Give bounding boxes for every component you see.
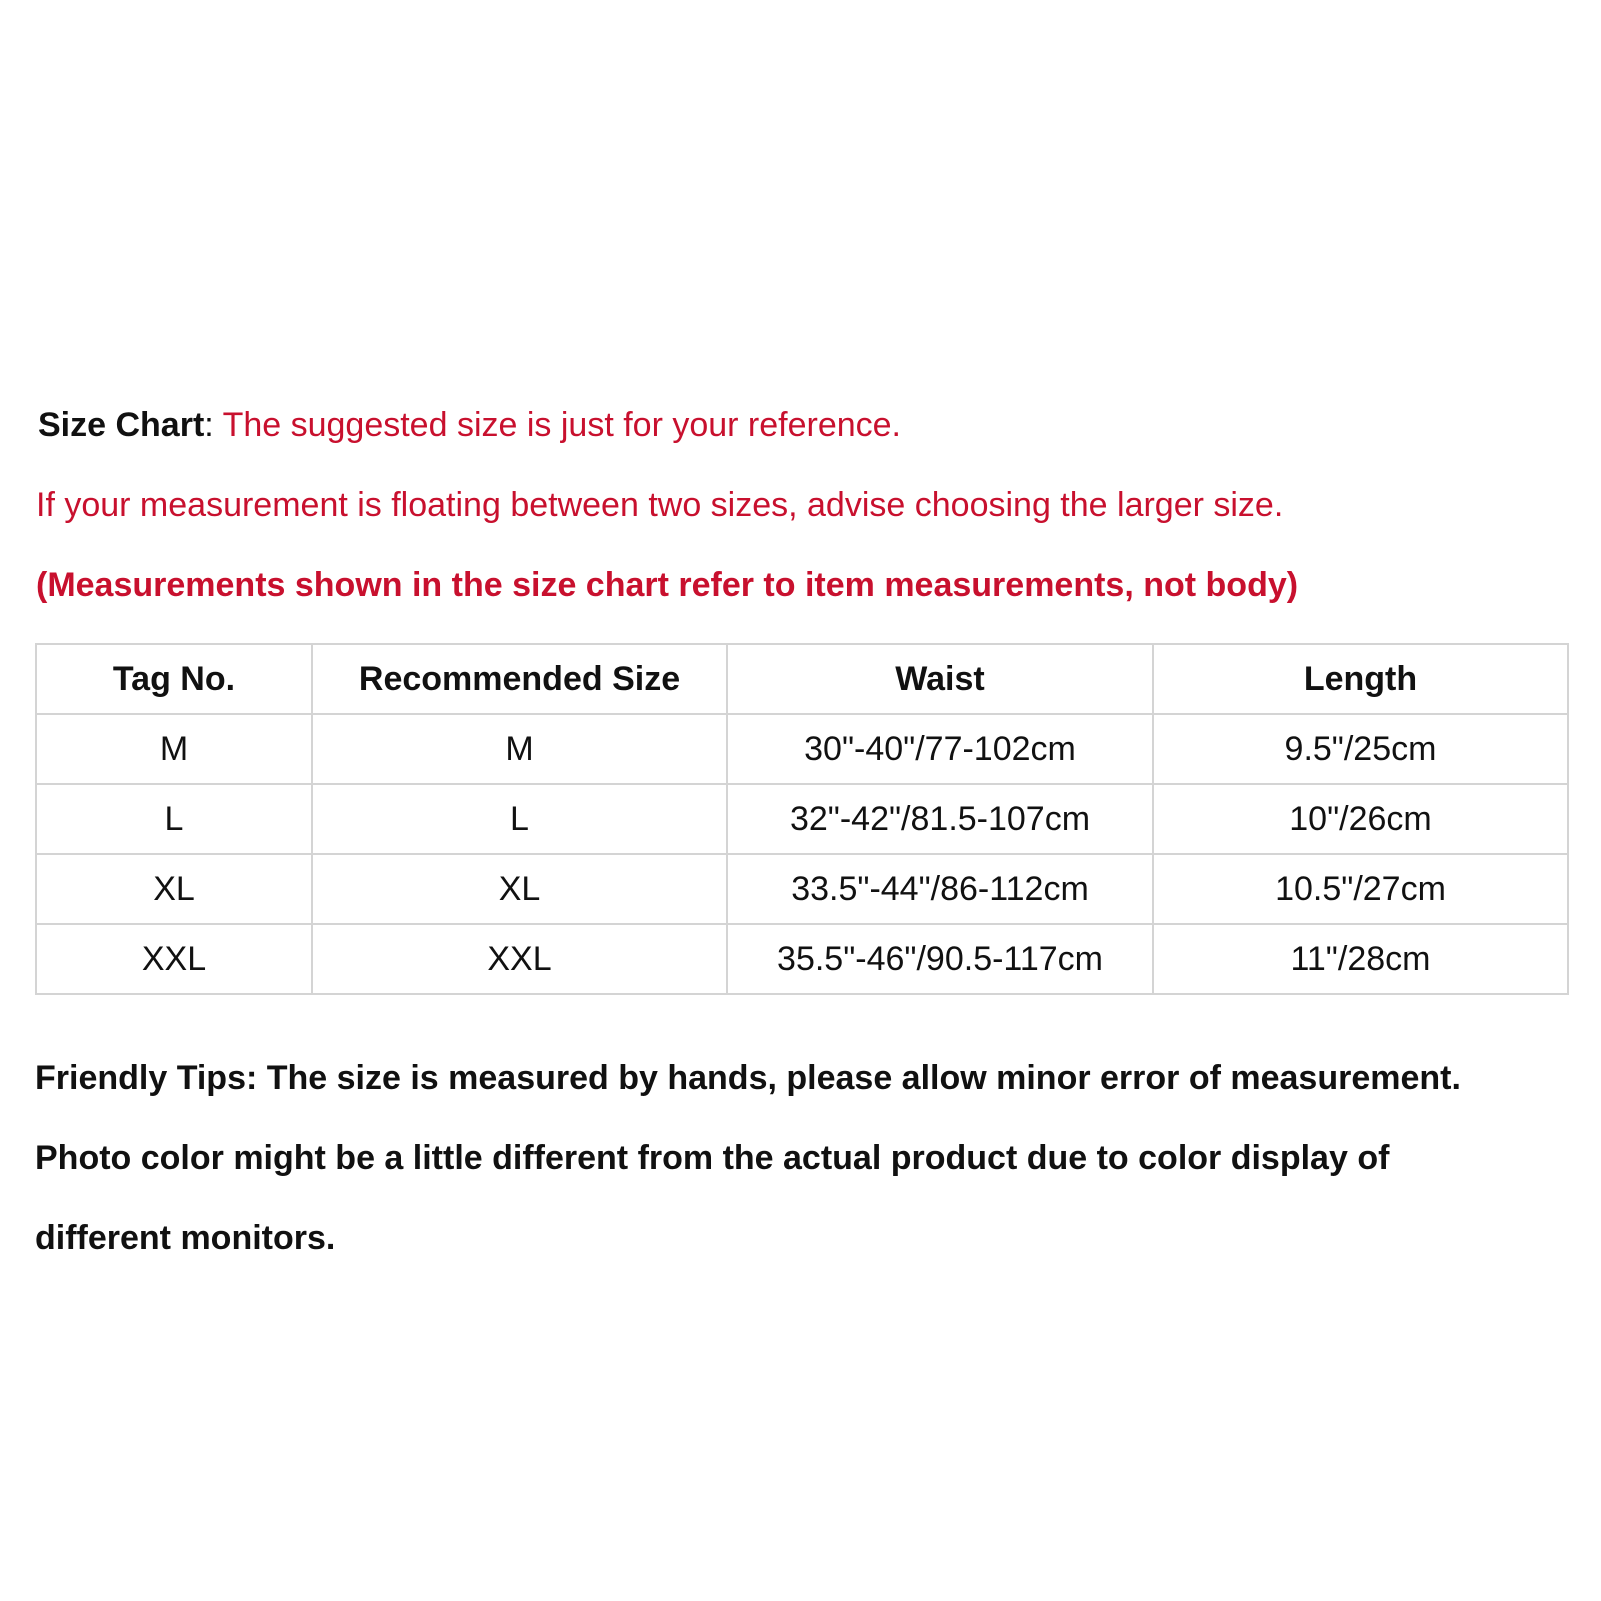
table-row [36,784,1568,854]
header-waist: Waist [727,644,1153,714]
cell-tag-no: L [36,784,312,854]
measurement-disclaimer: (Measurements shown in the size chart refer to item measurements, not body) [36,566,1299,604]
header-tag-no: Tag No. [36,644,312,714]
friendly-tip-line-3: different monitors. [35,1219,336,1257]
size-chart-intro [38,405,901,445]
cell-length: 11"/28cm [1153,924,1568,994]
label-colon: : [204,406,214,444]
cell-waist: 33.5"-44"/86-112cm [727,854,1153,924]
table-header-row [36,644,1568,714]
header-recommended-size: Recommended Size [312,644,727,714]
header-length: Length [1153,644,1568,714]
cell-tag-no: M [36,714,312,784]
cell-recommended-size: XL [312,854,727,924]
cell-length: 10.5"/27cm [1153,854,1568,924]
size-table [35,643,1569,995]
sizing-advice: If your measurement is floating between two sizes, advise choosing the larger size. [36,486,1284,524]
friendly-tip-line-1: Friendly Tips: The size is measured by hands, please allow minor error of measurement. [35,1059,1461,1097]
cell-tag-no: XXL [36,924,312,994]
table-row [36,924,1568,994]
table-row [36,714,1568,784]
reference-note: The suggested size is just for your reference. [222,406,902,444]
cell-length: 10"/26cm [1153,784,1568,854]
cell-recommended-size: M [312,714,727,784]
table-row [36,854,1568,924]
friendly-tip-line-2: Photo color might be a little different from the actual product due to color display of [35,1139,1390,1177]
cell-recommended-size: XXL [312,924,727,994]
cell-tag-no: XL [36,854,312,924]
cell-waist: 35.5"-46"/90.5-117cm [727,924,1153,994]
size-chart-label: Size Chart [38,406,205,444]
cell-waist: 30"-40"/77-102cm [727,714,1153,784]
cell-length: 9.5"/25cm [1153,714,1568,784]
cell-recommended-size: L [312,784,727,854]
cell-waist: 32"-42"/81.5-107cm [727,784,1153,854]
